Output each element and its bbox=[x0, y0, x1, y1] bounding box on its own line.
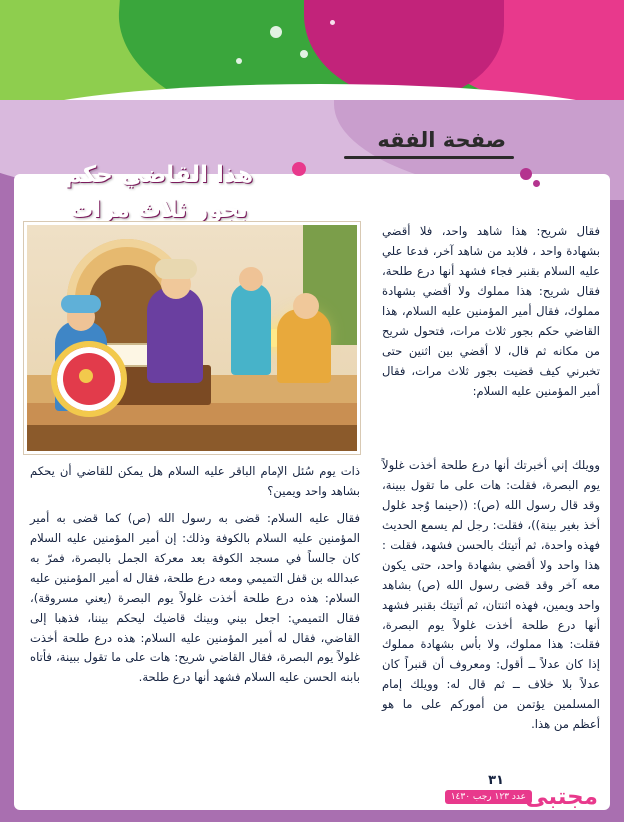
shield-icon bbox=[51, 341, 127, 417]
title-bullet-dot bbox=[292, 162, 306, 176]
article-column-right-bottom bbox=[382, 456, 600, 742]
decorative-dot-magenta bbox=[520, 168, 532, 180]
article-title bbox=[24, 158, 294, 227]
page-section-title: صفحة الفقه bbox=[377, 128, 506, 152]
paragraph: فقال عليه السلام: قضى به رسول الله (ص) كما قضى به أمير المؤمنين عليه السلام بالكوفة وذلك: إن أمير المؤمنين عليه السلام كان جالساً في مسجد الكوفة بعد معركة الجمل بالبصرة، فمرّ به عبدالله بن قفل التميمي ومعه درع طلحة، فقال له أمير المؤمنين عليه السلام: هذه درع طلحة أخذت غلولاً يوم البصرة (يعني مسروقة)، فقال التميمي: اجعل بيني وبينك قاضيك ليحكم بيننا، فذهبا إلى القاضي، فقال له أمير المؤمنين عليه السلام: هذه درع طلحة أخذت غلولاً يوم البصرة، فقال القاضي شريح: هات على ما تقول ببينة، فأتاه بابنه الحسن عليه السلام فشهد أنها درع طلحة. bbox=[30, 510, 360, 685]
article-title-line2: بجور ثلاث مرات bbox=[70, 196, 248, 223]
judge-figure bbox=[147, 287, 203, 383]
paragraph: فقال شريح: هذا شاهد واحد، فلا أقضي بشهادة واحد ، فلابد من شاهد آخر، فدعا علي عليه السلام بقنبر فجاء فشهد أنها درع طلحة، فقال شريح: هذا مملوك ولا أقضي بشهادة مملوك، فقال أمير المؤمنين عليه السلام، هذا القاضي حكم بجور ثلاث مرات، فتحول شريح من مكانه ثم قال، لا أقضي بين اثنين حتى تخبرني كيف قضيت بجور ثلاث مرات، فقال أمير المؤمنين عليه السلام: bbox=[382, 224, 600, 398]
seated-figure-head bbox=[293, 293, 319, 319]
decorative-dot bbox=[300, 50, 308, 58]
issue-badge: عدد ١٢٣ رجب ١٤٣٠ bbox=[445, 790, 532, 804]
magazine-logo bbox=[512, 776, 598, 810]
seated-figure bbox=[277, 309, 331, 383]
courtroom-scene-illustration bbox=[24, 222, 360, 454]
decorative-dot-magenta-small bbox=[533, 180, 540, 187]
judge-turban bbox=[155, 259, 197, 279]
article-column-right-top bbox=[382, 222, 600, 408]
paragraph: وويلك إني أخبرتك أنها درع طلحة أخذت غلولاً يوم البصرة، فقلت: هات على ما تقول ببينة، وقد قال رسول الله (ص): ((حينما وُجد غلول أخذ بغير بينة))، فقلت: رجل لم يسمع الحديث فهذه واحدة، ثم أتيتك بالحسن فشهد، فقلت : هذا واحد ولا أقضي بشهادة واحد، حتى يكون معه آخر وقد قضى رسول الله (ص) بشاهد واحد ويمين، فهذه اثنتان، ثم أتيتك بقنبر فشهد أنها درع طلحة أخذت غلولاً يوم البصرة، فقلت: هذا مملوك، ولا بأس بشهادة مملوك إذا كان عدلاً ــ أقول: ومعروف أن قنبراً كان عدلاً بلا خلاف ــ ثم قال له: وويلك إمام المسلمين يؤتمن من أموركم على ما هو أعظم من هذا. bbox=[382, 458, 600, 732]
page-number: ٣١ bbox=[488, 773, 504, 788]
magazine-logo-text: مجتبى bbox=[525, 784, 598, 810]
decorative-dot bbox=[270, 26, 282, 38]
article-column-left bbox=[30, 462, 360, 695]
decorative-dot bbox=[330, 20, 335, 25]
standing-figure bbox=[231, 283, 271, 375]
standing-figure-head bbox=[239, 267, 263, 291]
paragraph: ذات يوم سُئل الإمام الباقر عليه السلام هل يمكن للقاضي أن يحكم بشاهد واحد ويمين؟ bbox=[30, 464, 360, 498]
rug-shape bbox=[27, 425, 357, 451]
claimant-turban bbox=[61, 295, 101, 313]
section-title-underline bbox=[344, 156, 514, 159]
decorative-dot bbox=[236, 58, 242, 64]
article-title-line1: هذا القاضي حكم bbox=[64, 162, 254, 188]
